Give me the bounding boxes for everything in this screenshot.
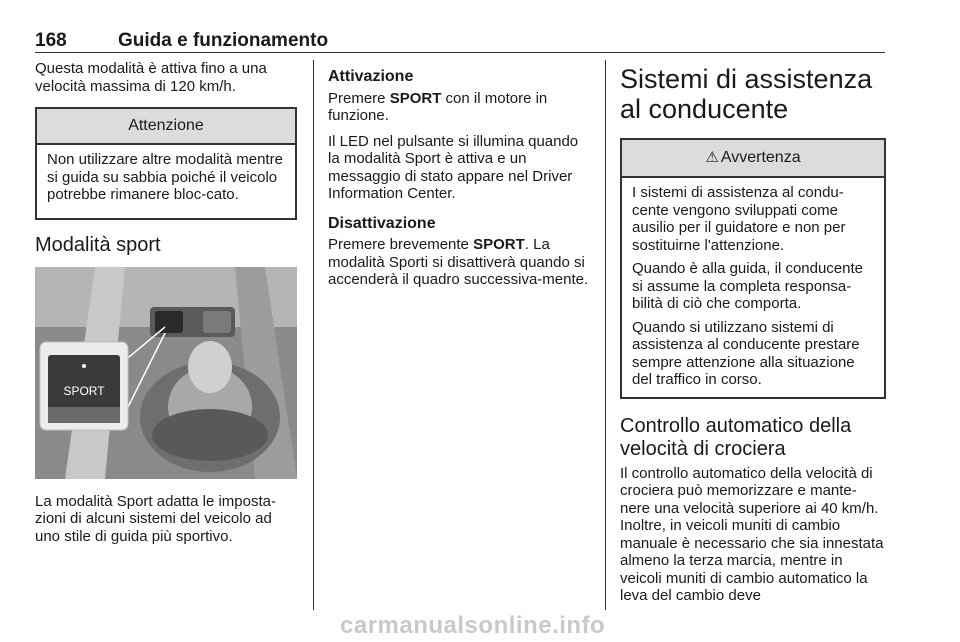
warning-body	[622, 178, 884, 397]
sport-caption: La modalità Sport adatta le imposta-zioni di alcuni sistemi del veicolo ad uno stile di guida più sportivo.	[35, 492, 276, 545]
warning-paragraph-2: Quando è alla guida, il conducente si assume la completa responsa-bilità di ciò che comporta.	[632, 260, 864, 312]
header-rule	[35, 52, 885, 53]
warning-header	[622, 140, 884, 178]
page-header	[35, 30, 885, 52]
caution-body	[37, 145, 295, 218]
warning-paragraph-1: I sistemi di assistenza al condu-cente vengono sviluppati come ausilio per il guidatore e non per sostituirne l'attenzione.	[632, 184, 846, 254]
column-3	[620, 60, 886, 613]
deactivation-heading: Disattivazione	[328, 214, 436, 232]
warning-icon: ⚠	[705, 149, 719, 166]
warning-title: Avvertenza	[720, 149, 801, 166]
activation-text	[328, 90, 590, 125]
deactivation-post: . La modalità Sporti si disattiverà quando si accenderà il quadro successiva-mente.	[328, 236, 589, 288]
column-1	[35, 60, 297, 553]
column-2	[328, 60, 590, 297]
cruise-control-text: Il controllo automatico della velocità di crociera può memorizzare e mante-nere una velocità superiore ai 40 km/h. Inoltre, in veicoli muniti di cambio manuale è necessario che sia innestata almeno la terza marcia, mentre in veicoli muniti di cambio automatico la leva del cambio deve	[620, 464, 884, 604]
intro-text: Questa modalità è attiva fino a una velocità massima di 120 km/h.	[35, 60, 267, 95]
led-text: Il LED nel pulsante si illumina quando la modalità Sport è attiva e un messaggio di stato appare nel Driver Information Center.	[328, 132, 579, 202]
cruise-control-heading: Controllo automatico della velocità di crociera	[620, 414, 852, 460]
chapter-title: Guida e funzionamento	[118, 30, 329, 51]
section-heading-assist: Sistemi di assistenza al conducente	[620, 64, 873, 124]
sport-keyword-2: SPORT	[473, 236, 525, 253]
column-divider-2	[605, 60, 606, 610]
console-illustration	[35, 267, 297, 479]
activation-post: con il motore in funzione.	[328, 89, 548, 124]
warning-paragraph-3: Quando si utilizzano sistemi di assistenza al conducente prestare sempre attenzione alla situazione del traffico in corso.	[632, 318, 860, 388]
deactivation-text	[328, 236, 590, 289]
watermark: carmanualsonline.info	[340, 612, 606, 639]
caution-text: Non utilizzare altre modalità mentre si guida su sabbia poiché il veicolo potrebbe rimanere bloc-cato.	[47, 151, 283, 203]
page-number: 168	[35, 30, 67, 51]
sport-button-photo	[35, 267, 297, 479]
sport-keyword: SPORT	[389, 89, 442, 107]
activation-heading: Attivazione	[328, 68, 414, 85]
warning-box	[620, 138, 886, 399]
sport-button-label: SPORT	[63, 383, 105, 398]
deactivation-pre: Premere brevemente	[328, 236, 474, 253]
section-heading-sport: Modalità sport	[35, 233, 161, 256]
caution-box	[35, 107, 297, 220]
caution-title: Attenzione	[37, 109, 295, 145]
activation-pre: Premere	[328, 89, 390, 107]
column-divider-1	[313, 60, 314, 610]
